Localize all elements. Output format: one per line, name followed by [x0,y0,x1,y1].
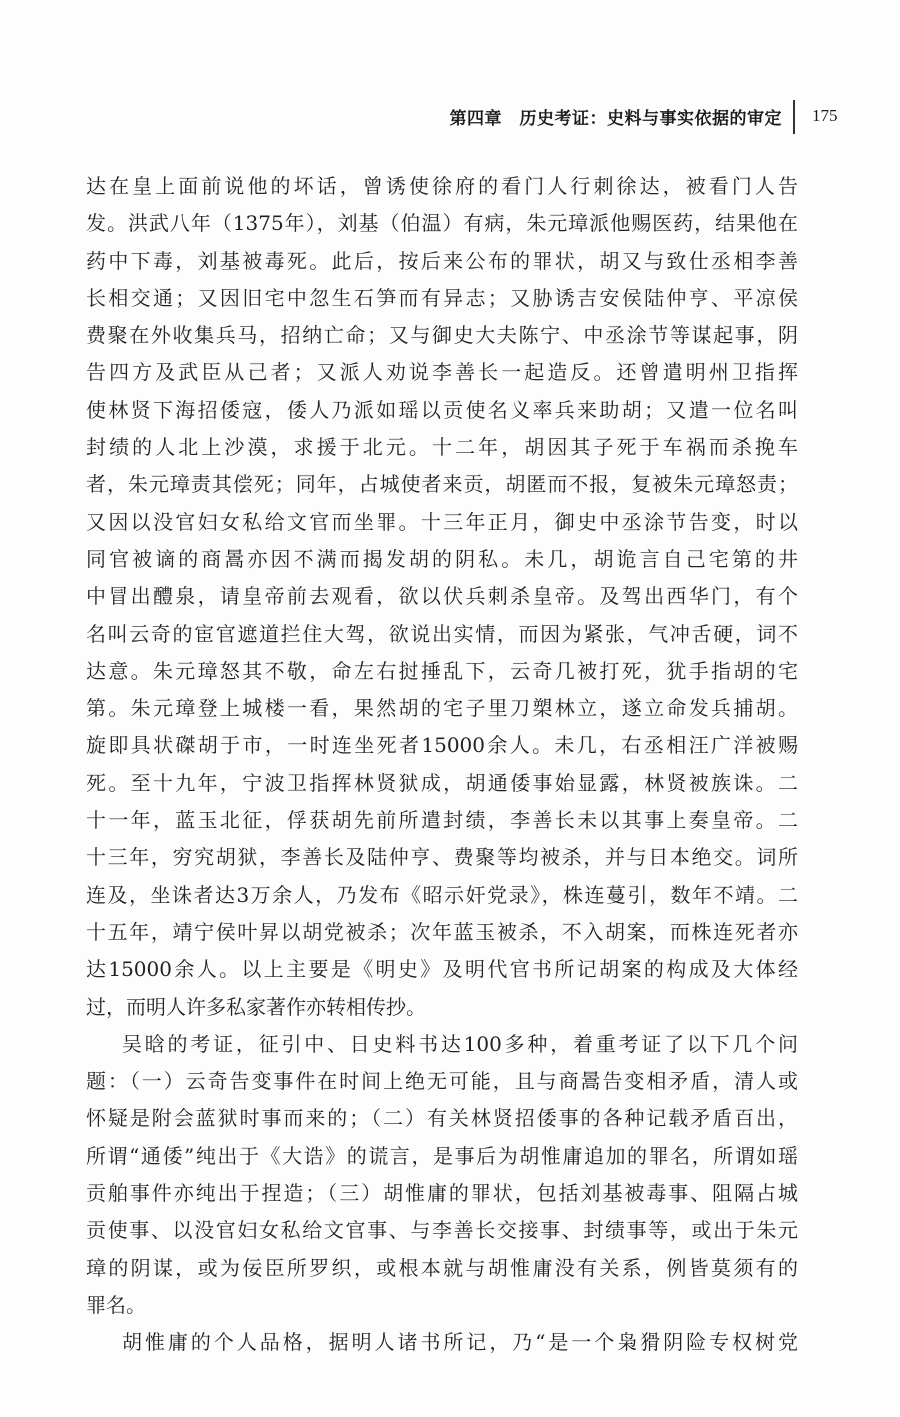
text-line: 胡惟庸的个人品格，据明人诸书所记，乃“是一个枭猾阴险专权树党 [122,1330,798,1355]
running-header [0,100,900,134]
text-line: 达15000余人。以上主要是《明史》及明代官书所记胡案的构成及大体经 [86,957,798,982]
text-line: 十五年，靖宁侯叶昇以胡党被杀；次年蓝玉被杀，不入胡案，而株连死者亦 [86,919,798,944]
header-divider [793,100,795,134]
paragraph-2 [86,1026,798,1324]
text-line: 璋的阴谋，或为佞臣所罗织，或根本就与胡惟庸没有关系，例皆莫须有的 [86,1255,798,1280]
text-line: 连及，坐诛者达3万余人，乃发布《昭示奸党录》，株连蔓引，数年不靖。二 [86,882,798,907]
text-line: 发。洪武八年（1375年），刘基（伯温）有病，朱元璋派他赐医药，结果他在 [86,211,798,236]
text-line: 又因以没官妇女私给文官而坐罪。十三年正月，御史中丞涂节告变，时以 [86,509,798,534]
text-line: 告四方及武臣从己者；又派人劝说李善长一起造反。还曾遣明州卫指挥 [86,360,798,385]
text-line: 达在皇上面前说他的坏话，曾诱使徐府的看门人行刺徐达，被看门人告 [86,174,798,198]
chapter-title: 第四章 历史考证：史料与事实依据的审定 [449,109,782,129]
text-line: 贡使事、以没官妇女私给文官事、与李善长交接事、封绩事等，或出于朱元 [86,1218,798,1243]
body-text [86,168,798,1362]
text-line: 题：（一）云奇告变事件在时间上绝无可能，且与商暠告变相矛盾，清人或 [86,1069,798,1094]
text-line: 达意。朱元璋怒其不敬，命左右挝捶乱下，云奇几被打死，犹手指胡的宅 [86,658,798,683]
text-line: 所谓“通倭”纯出于《大诰》的谎言，是事后为胡惟庸追加的罪名，所谓如瑶 [86,1143,798,1168]
text-line: 旋即具状磔胡于市，一时连坐死者15000余人。未几，右丞相汪广洋被赐 [86,733,798,758]
text-line: 名叫云奇的宦官遮道拦住大驾，欲说出实情，而因为紧张，气冲舌硬，词不 [86,621,798,646]
text-line: 同官被谪的商暠亦因不满而揭发胡的阴私。未几，胡诡言自己宅第的井 [86,546,798,571]
paragraph-1 [86,168,798,1026]
text-line: 贡舶事件亦纯出于捏造；（三）胡惟庸的罪状，包括刘基被毒事、阻隔占城 [86,1181,798,1206]
text-line: 药中下毒，刘基被毒死。此后，按后来公布的罪状，胡又与致仕丞相李善 [86,248,798,273]
text-line: 吴晗的考证，征引中、日史料书达100多种，着重考证了以下几个问 [122,1031,798,1056]
paragraph-3 [86,1324,798,1361]
text-line: 中冒出醴泉，请皇帝前去观看，欲以伏兵刺杀皇帝。及驾出西华门，有个 [86,584,798,609]
text-line: 使林贤下海招倭寇，倭人乃派如瑶以贡使名义率兵来助胡；又遣一位名叫 [86,397,798,422]
text-line: 怀疑是附会蓝狱时事而来的；（二）有关林贤招倭事的各种记载矛盾百出， [86,1106,798,1131]
text-line: 死。至十九年，宁波卫指挥林贤狱成，胡通倭事始显露，林贤被族诛。二 [86,770,798,795]
text-line: 过，而明人许多私家著作亦转相传抄。 [86,994,426,1019]
text-line: 十三年，穷究胡狱，李善长及陆仲亨、费聚等均被杀，并与日本绝交。词所 [86,845,798,870]
text-line: 封绩的人北上沙漠，求援于北元。十二年，胡因其子死于车祸而杀挽车 [86,435,798,460]
text-line: 长相交通；又因旧宅中忽生石笋而有异志；又胁诱吉安侯陆仲亨、平凉侯 [86,285,798,310]
text-line: 者，朱元璋责其偿死；同年，占城使者来贡，胡匿而不报，复被朱元璋怒责； [86,472,798,497]
text-line: 罪名。 [86,1292,146,1317]
text-line: 第。朱元璋登上城楼一看，果然胡的宅子里刀槊林立，遂立命发兵捕胡。 [86,696,798,721]
page-number: 175 [812,106,838,125]
text-line: 十一年，蓝玉北征，俘获胡先前所遣封绩，李善长未以其事上奏皇帝。二 [86,808,798,833]
text-line: 费聚在外收集兵马，招纳亡命；又与御史大夫陈宁、中丞涂节等谋起事，阴 [86,323,798,348]
